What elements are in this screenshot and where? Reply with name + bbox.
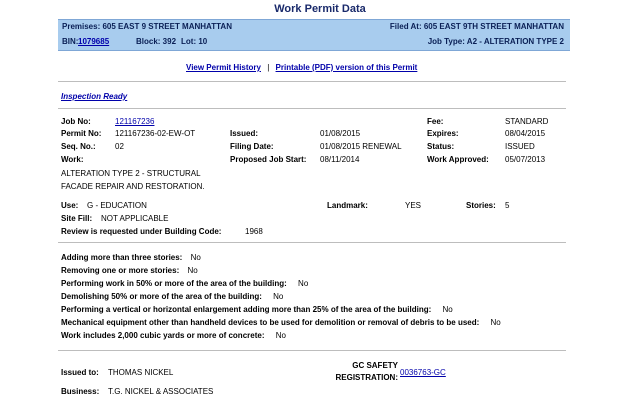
question-answer: No (442, 305, 453, 314)
fee-label: Fee: (427, 117, 444, 126)
filing-date-value: 01/08/2015 RENEWAL (320, 142, 402, 151)
use-label: Use: (61, 201, 79, 210)
work-description-line2: FACADE REPAIR AND RESTORATION. (61, 182, 205, 191)
lot-text: Lot: 10 (181, 37, 208, 46)
stories-value: 5 (505, 201, 510, 210)
issued-to-label: Issued to: (61, 368, 99, 377)
issued-date-label: Issued: (230, 129, 259, 138)
divider (58, 108, 566, 109)
permit-links (186, 63, 417, 72)
printable-pdf-link[interactable]: Printable (PDF) version of this Permit (275, 63, 418, 72)
site-fill-label: Site Fill: (61, 214, 93, 223)
question-row (61, 318, 501, 327)
issued-date-value: 01/08/2015 (320, 129, 361, 138)
expires-label: Expires: (427, 129, 459, 138)
review-code-value: 1968 (245, 227, 263, 236)
bin-label: BIN: (62, 37, 79, 46)
question-answer: No (190, 253, 201, 262)
question-row (61, 266, 198, 275)
business-label: Business: (61, 387, 100, 396)
question-answer: No (298, 279, 309, 288)
filed-at-text: Filed At: 605 EAST 9TH STREET MANHATTAN (389, 22, 564, 31)
question-label: Mechanical equipment other than handheld devices to be used for demolition or removal of debris to be used: (61, 318, 480, 327)
question-row (61, 292, 283, 301)
question-row (61, 253, 201, 262)
status-value: ISSUED (505, 142, 535, 151)
seq-no-label: Seq. No.: (61, 142, 96, 151)
question-label: Performing work in 50% or more of the area of the building: (61, 279, 287, 288)
work-approved-label: Work Approved: (427, 155, 489, 164)
premises-text: Premises: 605 EAST 9 STREET MANHATTAN (62, 22, 232, 31)
question-answer: No (187, 266, 198, 275)
proposed-start-label: Proposed Job Start: (230, 155, 307, 164)
permit-no-value: 121167236-02-EW-OT (115, 129, 196, 138)
question-answer: No (490, 318, 501, 327)
stories-label: Stories: (466, 201, 496, 210)
work-label: Work: (61, 155, 84, 164)
premises-header (58, 19, 570, 51)
seq-no-value: 02 (115, 142, 124, 151)
business-value: T.G. NICKEL & ASSOCIATES (108, 387, 214, 396)
gc-safety-label-line1: GC SAFETY (352, 361, 398, 370)
permit-no-label: Permit No: (61, 129, 102, 138)
question-row (61, 279, 308, 288)
fee-value: STANDARD (505, 117, 549, 126)
page-title: Work Permit Data (274, 3, 366, 15)
question-label: Demolishing 50% or more of the area of the building: (61, 292, 262, 301)
question-row (61, 331, 286, 340)
expires-value: 08/04/2015 (505, 129, 546, 138)
landmark-label: Landmark: (327, 201, 368, 210)
job-no-label: Job No: (61, 117, 91, 126)
question-row (61, 305, 453, 314)
proposed-start-value: 08/11/2014 (320, 155, 360, 164)
divider (58, 242, 566, 243)
landmark-value: YES (405, 201, 422, 210)
issued-to-value: THOMAS NICKEL (108, 368, 174, 377)
block-text: Block: 392 (136, 37, 177, 46)
divider (58, 81, 566, 82)
question-label: Adding more than three stories: (61, 253, 183, 262)
question-label: Work includes 2,000 cubic yards or more of concrete: (61, 331, 265, 340)
job-no-link[interactable]: 121167236 (115, 117, 155, 126)
gc-safety-label-line2: REGISTRATION: (335, 373, 398, 382)
work-description-line1: ALTERATION TYPE 2 - STRUCTURAL (61, 169, 201, 178)
link-separator: | (267, 63, 270, 72)
view-permit-history-link[interactable]: View Permit History (186, 63, 261, 72)
job-type-text: Job Type: A2 - ALTERATION TYPE 2 (427, 37, 564, 46)
site-fill-value: NOT APPLICABLE (101, 214, 169, 223)
question-answer: No (275, 331, 286, 340)
filing-date-label: Filing Date: (230, 142, 274, 151)
inspection-ready-link[interactable]: Inspection Ready (61, 92, 128, 101)
use-value: G - EDUCATION (87, 201, 147, 210)
gc-registration-link[interactable]: 0036763-GC (400, 368, 446, 377)
work-approved-value: 05/07/2013 (505, 155, 546, 164)
review-code-label: Review is requested under Building Code: (61, 227, 222, 236)
status-label: Status: (427, 142, 455, 151)
bin-link[interactable]: 1079685 (78, 37, 110, 46)
question-label: Removing one or more stories: (61, 266, 180, 275)
divider (58, 350, 566, 351)
question-answer: No (273, 292, 284, 301)
question-label: Performing a vertical or horizontal enlargement adding more than 25% of the area of the building: (61, 305, 432, 314)
